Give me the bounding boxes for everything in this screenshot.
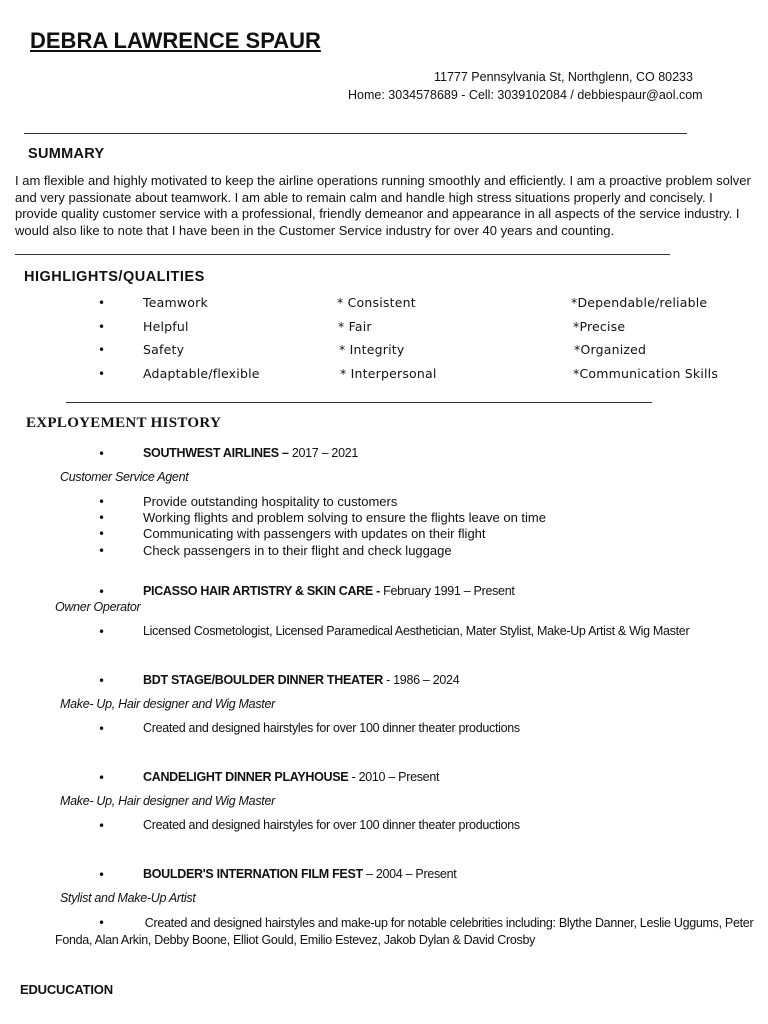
- job-role: Make- Up, Hair designer and Wig Master: [60, 794, 275, 808]
- bullet: •: [98, 367, 106, 381]
- job-dates: February 1991 – Present: [379, 584, 515, 598]
- job-duty: Licensed Cosmetologist, Licensed Paramedical Aesthetician, Mater Stylist, Make-Up Artist & Wig Master: [143, 624, 690, 638]
- bullet: •: [98, 771, 106, 785]
- company-name: CANDELIGHT DINNER PLAYHOUSE: [143, 770, 349, 784]
- quality-item: Helpful: [143, 319, 189, 334]
- bullet: •: [98, 916, 105, 930]
- quality-item: * Fair: [338, 319, 372, 334]
- job-title: [143, 867, 456, 881]
- job-role: Customer Service Agent: [60, 470, 189, 484]
- job-duty: Working flights and problem solving to ensure the flights leave on time: [143, 510, 546, 525]
- company-name: BOULDER'S INTERNATION FILM FEST: [143, 867, 363, 881]
- divider: [15, 254, 670, 255]
- job-duty-wrapped: [55, 915, 760, 948]
- job-role: Stylist and Make-Up Artist: [60, 891, 196, 905]
- job-duty: Communicating with passengers with updates on their flight: [143, 526, 486, 541]
- job-duty: Provide outstanding hospitality to customers: [143, 494, 398, 509]
- company-name: SOUTHWEST AIRLINES –: [143, 446, 289, 460]
- job-role: Make- Up, Hair designer and Wig Master: [60, 697, 275, 711]
- job-title: [143, 770, 439, 784]
- quality-item: Adaptable/flexible: [143, 366, 260, 381]
- divider: [66, 402, 652, 403]
- job-dates: - 1986 – 2024: [382, 673, 460, 687]
- bullet: •: [98, 625, 106, 639]
- quality-item: * Consistent: [337, 295, 416, 310]
- job-duty: Created and designed hairstyles for over 100 dinner theater productions: [143, 721, 520, 735]
- bullet: •: [98, 447, 106, 461]
- job-title: [143, 584, 515, 598]
- bullet: •: [98, 544, 106, 558]
- quality-item: *Organized: [574, 342, 647, 357]
- bullet: •: [98, 511, 106, 525]
- summary-heading: SUMMARY: [28, 146, 105, 162]
- job-title: [143, 673, 459, 687]
- company-name: PICASSO HAIR ARTISTRY & SKIN CARE -: [143, 584, 380, 598]
- quality-item: *Precise: [573, 319, 626, 334]
- education-heading: EDUCUCATION: [20, 982, 113, 997]
- quality-item: *Dependable/reliable: [571, 295, 708, 310]
- job-dates: – 2004 – Present: [362, 867, 457, 881]
- bullet: •: [98, 320, 106, 334]
- bullet: •: [98, 868, 106, 882]
- bullet: •: [98, 674, 106, 688]
- bullet: •: [98, 722, 106, 736]
- candidate-name: DEBRA LAWRENCE SPAUR: [30, 28, 321, 53]
- job-duty: Created and designed hairstyles for over 100 dinner theater productions: [143, 818, 520, 832]
- quality-item: * Integrity: [339, 342, 405, 357]
- job-title: [143, 446, 358, 460]
- quality-item: *Communication Skills: [573, 366, 719, 381]
- contact-info: Home: 3034578689 - Cell: 3039102084 / debbiespaur@aol.com: [348, 88, 703, 102]
- job-role: Owner Operator: [55, 600, 141, 614]
- summary-text: I am flexible and highly motivated to keep the airline operations running smoothly and efficiently. I am a proactive problem solver and very passionate about teamwork. I am able to remain calm and handle high stress situations properly and concisely. I provide quality customer service with a professional, friendly demeanor and appearance in all aspects of the service industry. I would also like to note that I have been in the Customer Service industry for over 40 years and counting.: [15, 173, 751, 238]
- quality-item: Safety: [143, 342, 185, 357]
- bullet: •: [98, 296, 106, 310]
- company-name: BDT STAGE/BOULDER DINNER THEATER: [143, 673, 383, 687]
- bullet: •: [98, 495, 106, 509]
- quality-item: * Interpersonal: [340, 366, 437, 381]
- highlights-heading: HIGHLIGHTS/QUALITIES: [24, 269, 205, 285]
- employment-heading: EXPLOYEMENT HISTORY: [26, 415, 222, 431]
- divider: [24, 133, 687, 134]
- bullet: •: [98, 585, 106, 599]
- quality-item: Teamwork: [143, 295, 208, 310]
- job-dates: 2017 – 2021: [288, 446, 359, 460]
- job-dates: - 2010 – Present: [348, 770, 440, 784]
- bullet: •: [98, 343, 106, 357]
- job-duty: Created and designed hairstyles and make-up for notable celebrities including: Blythe Danner, Leslie Uggums, Peter Fonda, Alan Arkin, Debby Boone, Elliot Gould, Emilio Estevez, Jakob Dylan & David Crosby: [55, 916, 754, 947]
- job-duty: Check passengers in to their flight and check luggage: [143, 543, 452, 558]
- bullet: •: [98, 527, 106, 541]
- address: 11777 Pennsylvania St, Northglenn, CO 80233: [434, 70, 693, 84]
- bullet: •: [98, 819, 106, 833]
